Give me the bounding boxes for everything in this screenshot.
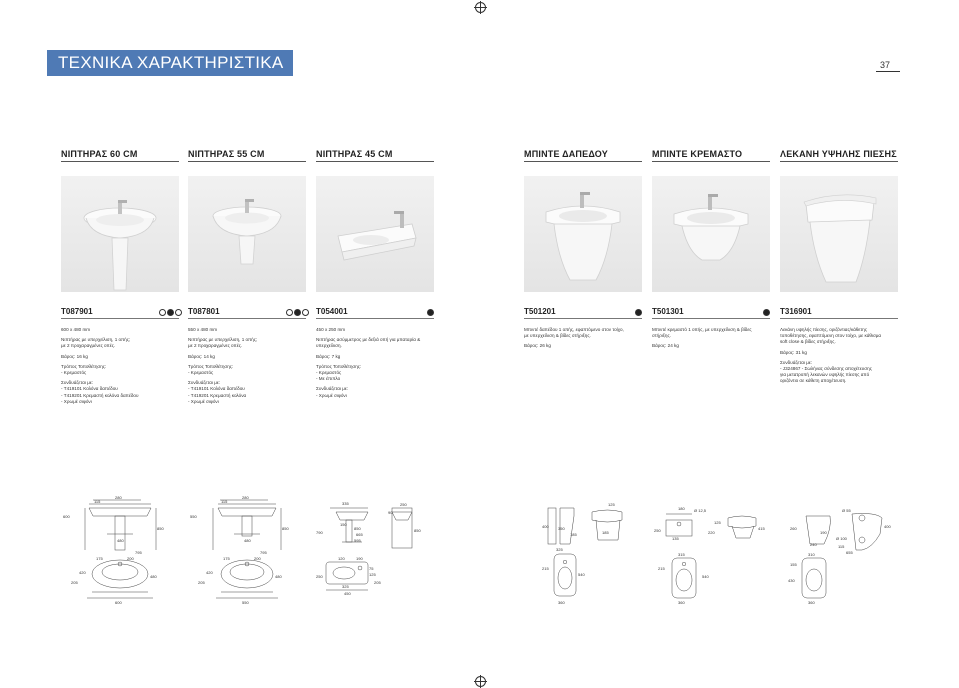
finish-dot-empty [286,309,293,316]
info-line: Τρόπος Τοποθέτησης: [316,363,362,369]
dim-label: 280 [242,495,249,500]
dim-label: 175 [223,556,230,561]
dim-label: 360 [558,600,565,605]
dim-label: 420 [79,570,86,575]
product-info [316,327,434,403]
product-photo [780,176,898,292]
dim-label: 360 [678,600,685,605]
dim-label: 180 [678,506,685,511]
product-info [188,327,306,409]
dim-label: 260 [790,526,797,531]
info-combinations [316,386,434,398]
code-rule [61,318,179,319]
info-line: soft close & βίδες στήριξης. [780,339,836,345]
info-line: Συνδυάζεται με: [316,386,349,392]
dim-label: 185 [602,530,609,535]
info-description [61,337,179,349]
dim-label: 240 [810,542,817,547]
dim-label: Ø 55 [842,508,851,513]
small-washbasin-illustration [316,176,434,292]
finish-indicators [763,309,770,316]
code-rule [780,318,898,319]
finish-dot-empty [175,309,182,316]
technical-drawing [780,494,898,612]
dim-label: 480 [150,574,157,579]
technical-drawing [524,494,642,612]
dim-label: Ø 12,5 [694,508,707,513]
dim-label: 125 [714,520,721,525]
info-combinations [780,360,898,385]
dim-label: 325 [556,547,563,552]
toilet-illustration [780,176,898,292]
info-line: τοποθέτησης, εφαπτόμενη στον τοίχο, με κάθισμα [780,333,882,339]
dim-label: 480 [275,574,282,579]
dim-label: 550 [190,514,197,519]
dim-label: 350 [558,526,565,531]
info-line: - Κρεμαστός [316,370,342,376]
dim-label: 310 [808,552,815,557]
product-code: T087801 [188,307,220,316]
technical-drawing [61,494,179,612]
dim-label: 250 [654,528,661,533]
product-photo [61,176,179,292]
dim-label: 415 [758,526,765,531]
dim-label: 400 [884,524,891,529]
dim-label: 135 [672,536,679,541]
dim-label: 205 [198,580,205,585]
dim-label: 205 [374,580,381,585]
product-photo [316,176,434,292]
dim-label: 220 [708,530,715,535]
dim-label: 550 [242,600,249,605]
dim-label: 655 [846,550,853,555]
category-title: ΛΕΚΑΝΗ ΥΨΗΛΗΣ ΠΙΕΣΗΣ [780,149,897,159]
dim-label: 850 [414,528,421,533]
product-info [780,327,898,389]
info-line: - T419101 Κολόνα δαπέδου [61,386,118,392]
info-line: Νιπτήρας με υπερχείλιση, 1 οπής; [61,337,131,343]
category-title: ΝΙΠΤΗΡΑΣ 55 CM [188,149,265,159]
finish-dot-empty [159,309,166,316]
dim-label: 150 [340,522,347,527]
info-line: - T419201 Κρεμαστή κολόνα δαπέδου [61,392,139,398]
code-rule [652,318,770,319]
info-line: Λεκάνη υψηλής πίεσης, οριζόντιας/κάθετης [780,327,868,332]
dim-label: 795 [260,550,267,555]
finish-indicators [286,309,309,316]
category-rule [524,161,642,162]
product-code: T054001 [316,307,348,316]
code-rule [524,318,642,319]
info-description [524,327,642,339]
washbasin-halfpedestal-illustration [188,176,306,292]
dim-label: 215 [658,566,665,571]
info-mounting [316,364,434,383]
category-rule [316,161,434,162]
registration-mark-bottom [475,676,486,687]
info-line: με 2 προχαραγμένες οπές. [188,343,243,349]
info-description [652,327,770,339]
dim-label: 185 [570,532,577,537]
product-photo [524,176,642,292]
product-photo [652,176,770,292]
dim-label: 665 [356,532,363,537]
wall-hung-bidet-illustration [652,176,770,292]
info-line: - T419201 Κρεμαστή κολόνα [188,392,247,398]
info-line: με 2 προχαραγμένες οπές. [61,343,116,349]
registration-mark-top [475,2,486,13]
dim-label: 205 [71,580,78,585]
dim-label: 120 [338,556,345,561]
dim-label: 595 [354,538,361,543]
info-combinations [61,380,179,405]
dim-label: 75 [369,566,374,571]
info-description [780,327,898,346]
code-rule [188,318,306,319]
info-weight: Βάρος: 24 kg [652,343,679,349]
dim-label: Ø 100 [836,536,847,541]
dim-label: 115 [221,499,228,504]
product-code: T501301 [652,307,684,316]
dim-label: 540 [578,572,585,577]
technical-drawing [316,494,434,612]
info-line: οριζόντιο σε κάθετη αποχέτευση. [780,378,847,384]
dim-label: 540 [702,574,709,579]
info-size: 550 x 480 mm [188,327,218,332]
category-rule [188,161,306,162]
page-number-rule [876,71,900,72]
dim-label: 280 [115,495,122,500]
dim-label: 155 [790,562,797,567]
dim-label: 175 [96,556,103,561]
dim-label: 125 [608,502,615,507]
technical-drawing [188,494,306,612]
dim-label: 850 [354,526,361,531]
dim-label: 480 [244,538,251,543]
dim-label: 600 [63,514,70,519]
info-line: Μπιντέ δαπέδου 1 οπής, εφαπτόμενο στον τοίχο, [524,327,624,332]
product-code: T501201 [524,307,556,316]
info-line: Νιπτήρας με υπερχείλιση, 1 οπής; [188,337,258,343]
finish-indicators [427,309,434,316]
product-code: T316901 [780,307,812,316]
info-size: 600 x 480 mm [61,327,91,332]
info-line: Συνδυάζεται με: [780,359,813,365]
page-title: ΤΕΧΝΙΚΑ ΧΑΡΑΚΤΗΡΙΣΤΙΚΑ [58,53,284,72]
dim-label: 315 [678,552,685,557]
info-line: - Χρωμέ σιφόνι [61,398,92,404]
dim-label: 190 [356,556,363,561]
dim-label: 250 [400,502,407,507]
info-line: - Χρωμέ σιφόνι [316,392,347,398]
dim-label: 360 [808,600,815,605]
finish-indicators [159,309,182,316]
finish-dot-filled [763,309,770,316]
finish-dot-empty [302,309,309,316]
dim-label: 115 [838,544,845,549]
info-weight: Βάρος: 14 kg [188,353,215,359]
dim-label: 850 [157,526,164,531]
info-weight: Βάρος: 26 kg [524,343,551,349]
info-line: Μπιντέ κρεμαστό 1 οπής, με υπερχείλιση & βίδες [652,327,752,332]
floor-bidet-illustration [524,176,642,292]
dim-label: 250 [316,574,323,579]
dim-label: 335 [342,501,349,506]
product-info [524,327,642,354]
info-line: - T419101 Κολόνα δαπέδου [188,386,245,392]
product-info [61,327,179,409]
category-title: ΜΠΙΝΤΕ ΚΡΕΜΑΣΤΟ [652,149,743,159]
dim-label: 850 [282,526,289,531]
dim-label: 200 [254,556,261,561]
dim-label: 450 [344,591,351,596]
info-weight: Βάρος: 31 kg [780,349,807,355]
info-line: υπερχείλιση. [316,343,342,349]
info-line: Τρόπος Τοποθέτησης: [188,363,234,369]
info-combinations [188,380,306,405]
info-size: 450 x 250 mm [316,327,346,332]
washbasin-pedestal-illustration [61,176,179,292]
info-line: Συνδυάζεται με: [61,380,94,386]
dim-label: 200 [127,556,134,561]
info-weight: Βάρος: 7 kg [316,353,341,359]
category-rule [61,161,179,162]
product-code: T087901 [61,307,93,316]
finish-dot-filled [427,309,434,316]
dim-label: 215 [542,566,549,571]
dim-label: 480 [117,538,124,543]
info-line: για μετατροπή λεκανών υψηλής πίεσης από [780,372,870,378]
dim-label: 420 [206,570,213,575]
info-description [188,337,306,349]
dim-label: 325 [342,584,349,589]
code-rule [316,318,434,319]
finish-dot-filled [635,309,642,316]
page-number: 37 [880,60,891,70]
info-mounting [188,364,306,376]
category-title: ΜΠΙΝΤΕ ΔΑΠΕΔΟΥ [524,149,608,159]
dim-label: 790 [316,530,323,535]
category-title: ΝΙΠΤΗΡΑΣ 60 CM [61,149,138,159]
dim-label: 430 [788,578,795,583]
finish-dot-filled [294,309,301,316]
dim-label: 795 [135,550,142,555]
dim-label: 190 [820,530,827,535]
dim-label: 400 [542,524,549,529]
dim-label: 125 [369,572,376,577]
info-line: - J324867 - Σωλήνας σύνδεσης αποχέτευσης [780,366,872,372]
dim-label: 90 [388,510,393,515]
product-photo [188,176,306,292]
info-description [316,337,434,349]
dim-label: 115 [94,499,101,504]
info-line: Συνδυάζεται με: [188,380,221,386]
technical-drawing [652,494,770,612]
info-line: - Χρωμέ σιφόνι [188,398,219,404]
info-mounting [61,364,179,376]
info-weight: Βάρος: 16 kg [61,353,88,359]
dim-label: 600 [115,600,122,605]
info-line: Νιπτήρας ασύμμετρος με δεξιά οπή για μπαταρία & [316,337,421,343]
info-line: - Κρεμαστός [188,370,214,376]
finish-indicators [635,309,642,316]
info-line: - Κρεμαστός [61,370,87,376]
info-line: με υπερχείλιση & βίδες στήριξης. [524,333,591,339]
product-info [652,327,770,354]
info-line: Τρόπος Τοποθέτησης: [61,363,107,369]
category-title: ΝΙΠΤΗΡΑΣ 45 CM [316,149,393,159]
category-rule [780,161,898,162]
category-rule [652,161,770,162]
finish-dot-filled [167,309,174,316]
info-line: - Με έπιπλο [316,376,341,382]
info-line: στήριξης. [652,333,671,339]
